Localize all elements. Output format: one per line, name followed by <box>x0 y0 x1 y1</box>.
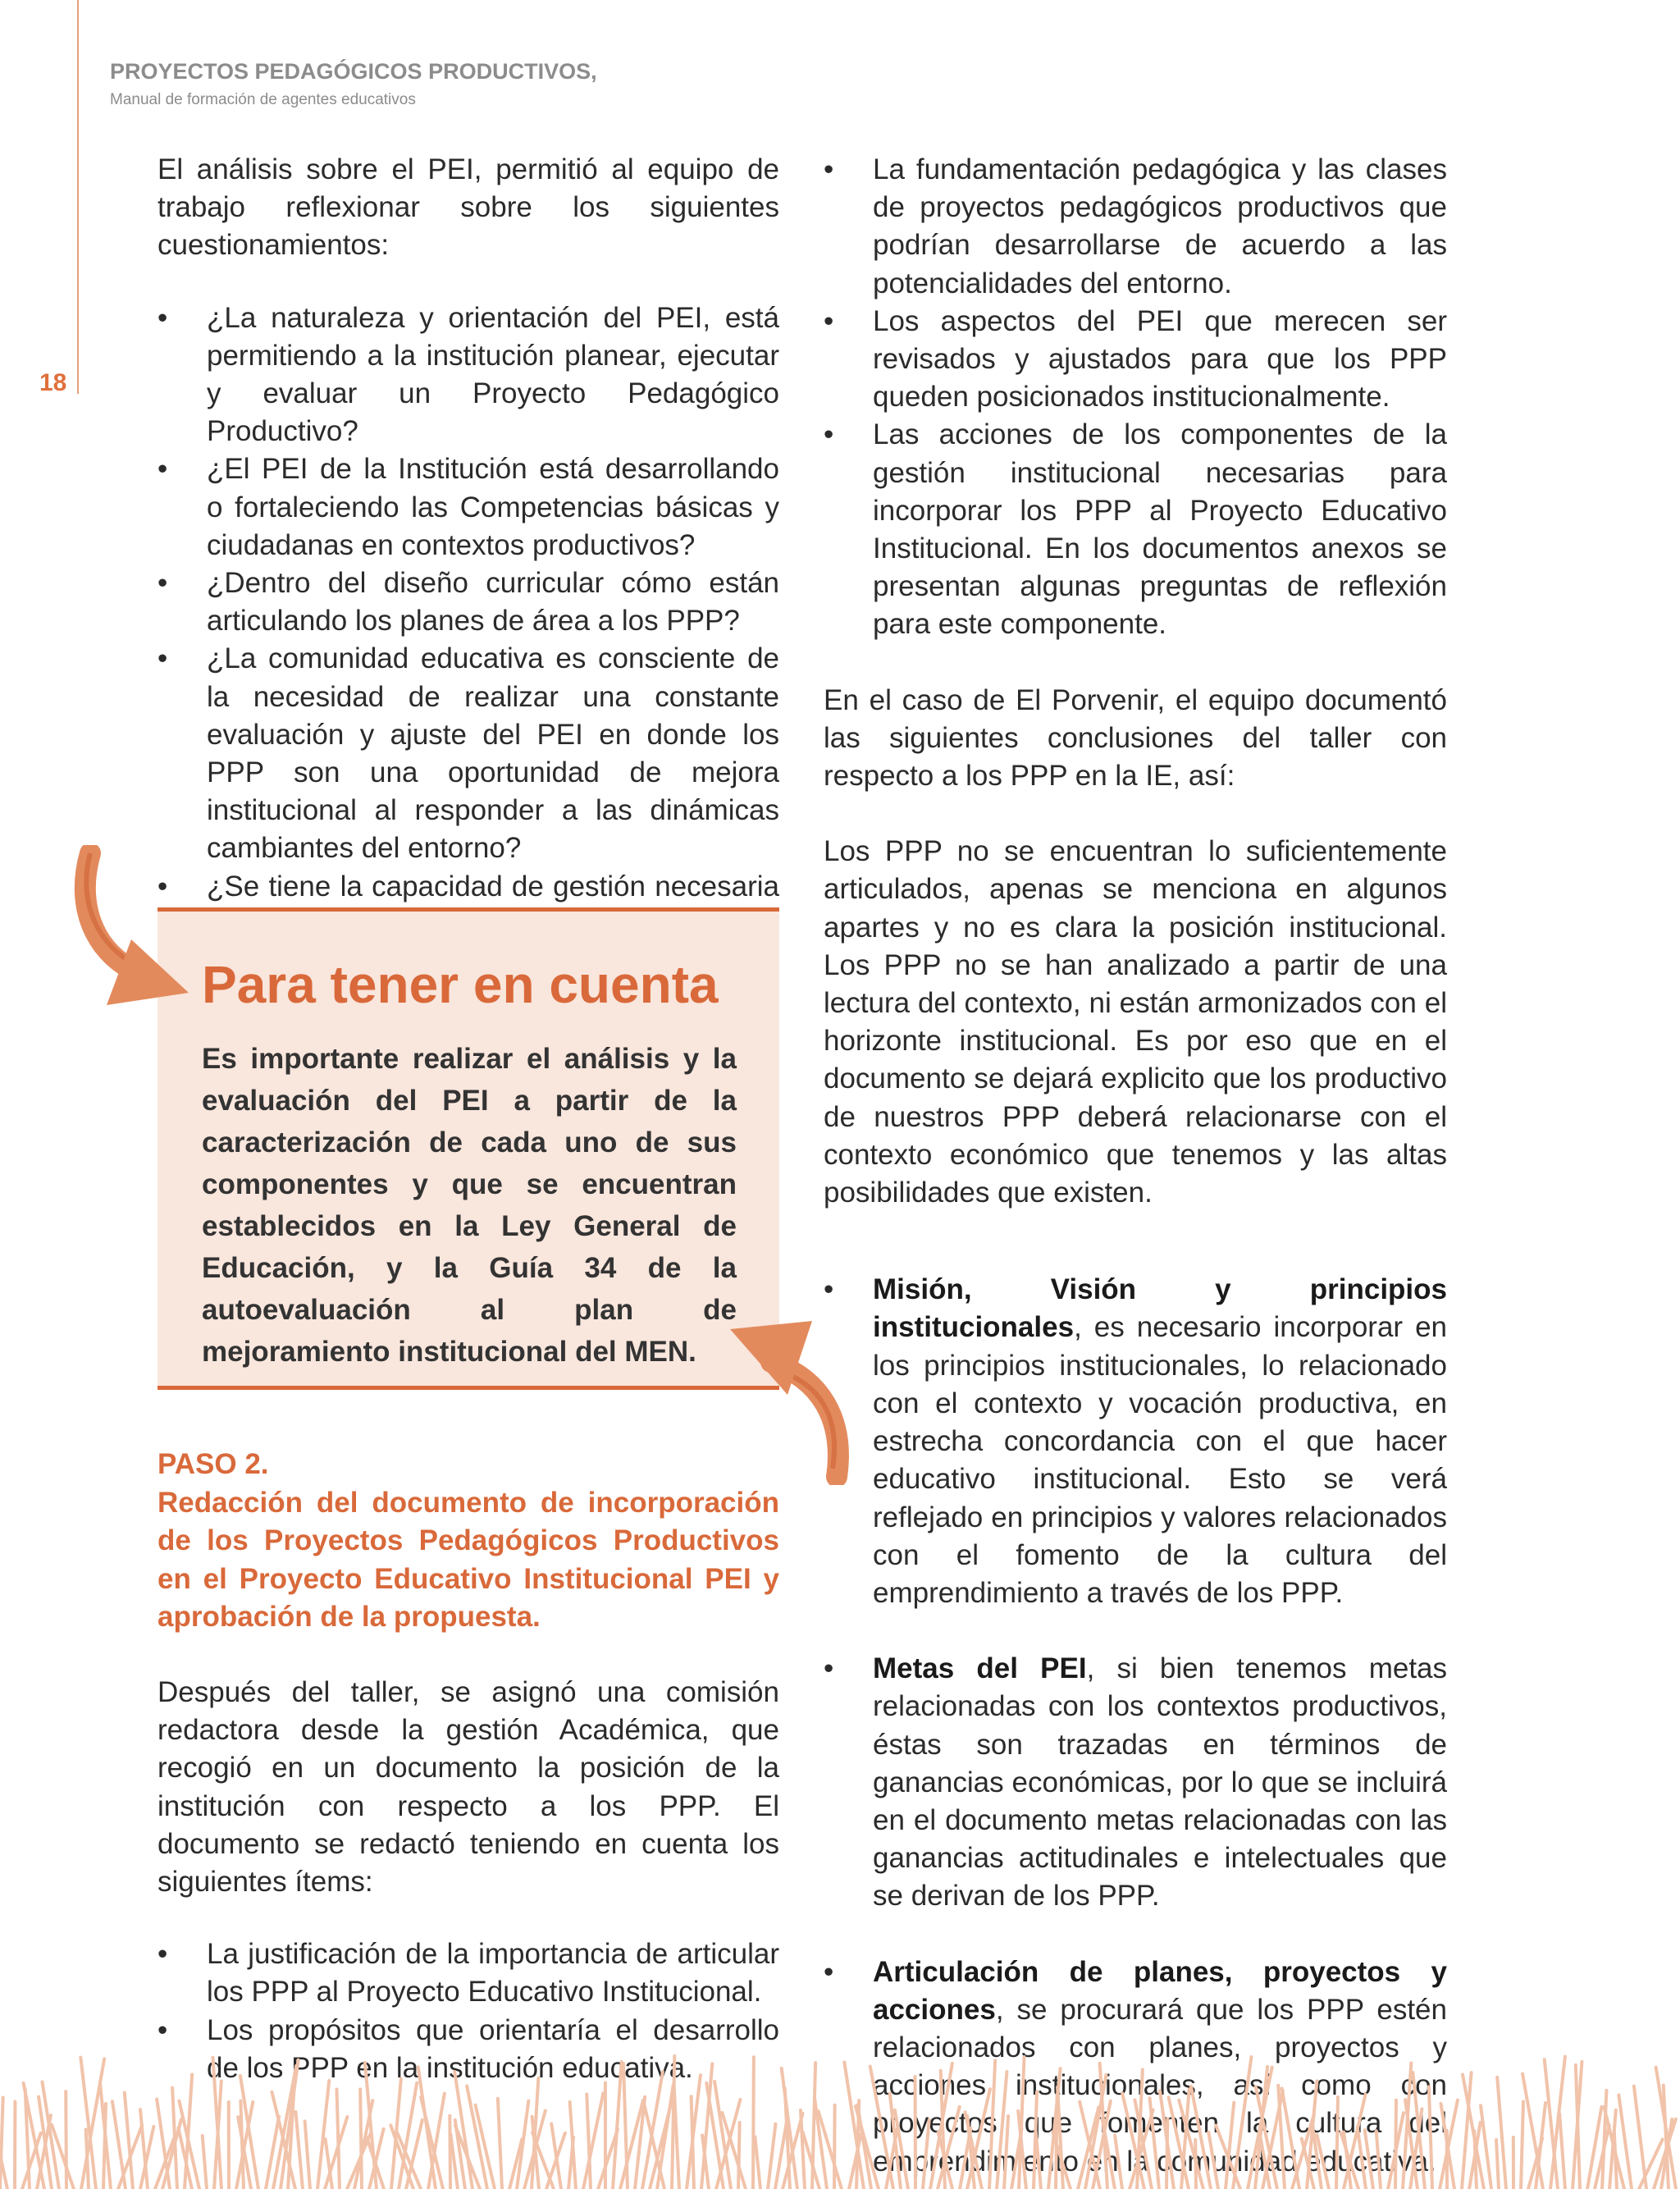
grass-blade <box>706 2083 724 2189</box>
grass-blade <box>834 2105 835 2189</box>
grass-blade <box>1150 2098 1159 2189</box>
grass-blade <box>1336 2097 1338 2189</box>
list-item: • ¿La comunidad educativa es consciente de la necesidad de realizar una constante evaluación y ajuste del PEI en donde los PPP son una oportunidad de mejora institucional al responder a las dinámicas cambiantes del entorno? <box>158 640 779 867</box>
grass-blade <box>1376 2131 1381 2189</box>
grass-blade <box>1057 2087 1063 2189</box>
grass-blade <box>498 2099 502 2189</box>
running-header-title: PROYECTOS PEDAGÓGICOS PRODUCTIVOS, <box>110 59 597 84</box>
grass-blade <box>551 2123 561 2189</box>
list-item: • ¿Dentro del diseño curricular cómo están articulando los planes de área a los PPP? <box>158 564 779 640</box>
body-paragraph: Los PPP no se encuentran lo suficientemente articulados, apenas se menciona en algunos apartes y no es clara la posición institucional. Los PPP no se han analizado a partir de una lectura del contexto, ni están armonizados con el horizonte institucional. Es por eso que en el documento se dejará explicito que los productivo de nuestros PPP deberá relacionarse con el contexto económico que tenemos y las altas posibilidades que existen. <box>824 835 1447 1209</box>
grass-blade <box>692 2096 694 2189</box>
grass-blade <box>1496 2140 1499 2189</box>
grass-blade <box>0 2098 3 2189</box>
list-item: • Los aspectos del PEI que merecen ser revisados y ajustados para que los PPP queden posicionados institucionalmente. <box>824 303 1447 417</box>
grass-blade <box>1115 2136 1122 2189</box>
grass-blade <box>1035 2129 1041 2189</box>
grass-blade <box>203 2136 207 2189</box>
grass-blade <box>738 2123 740 2189</box>
running-header-subtitle: Manual de formación de agentes educativos <box>110 91 416 108</box>
conclusion-list <box>824 1271 1447 2180</box>
grass-blade <box>1521 2101 1523 2189</box>
page-number: 18 <box>39 369 67 396</box>
grass-blade <box>1634 2086 1646 2189</box>
grass-blade <box>1191 2086 1211 2189</box>
grass-blade <box>360 2089 362 2189</box>
question-list <box>158 299 779 944</box>
grass-blade <box>1395 2100 1396 2189</box>
item-text: , se procurará que los PPP estén relacionados con planes, proyectos y acciones institucionales, así como con proyectos que fomenten la cultura del emprendimiento en la comunidad educativa. <box>873 1993 1447 2178</box>
list-item: • ¿El PEI de la Institución está desarrollando o fortaleciendo las Competencias básicas y ciudadanas en contextos productivos? <box>158 450 779 564</box>
item-lead: Misión, Visión y principios institucionales <box>873 1273 1447 1344</box>
grass-blade <box>336 2089 340 2189</box>
item-text: , es necesario incorporar en los principios institucionales, lo relacionado con el contexto y vocación productiva, en estrecha concordancia con el que hacer educativo institucional. Esto se verá reflejado en principios y valores relacionados con el fomento de la cultura del emprendimiento a través de los PPP. <box>873 1311 1447 1609</box>
callout-box <box>158 907 779 1390</box>
list-item: • Los propósitos que orientaría el desarrollo de los PPP en la institución educativa. <box>158 2012 779 2087</box>
grass-blade <box>923 2120 929 2189</box>
curved-arrow-icon <box>57 845 197 1009</box>
item-text: , si bien tenemos metas relacionadas con los contextos productivos, éstas son trazadas en términos de ganancias económicas, por lo que se incluirá en el documento metas relacionadas con las ganancias actitudinales e intelectuales que se derivan de los PPP. <box>873 1652 1448 1913</box>
grass-blade <box>125 2093 133 2189</box>
grass-blade <box>305 2121 310 2189</box>
list-item <box>824 1271 1447 1612</box>
grass-decoration <box>0 2050 1680 2189</box>
step-heading <box>158 1446 779 1637</box>
step-label: PASO 2. <box>158 1448 269 1480</box>
list-item: • La justificación de la importancia de articular los PPP al Proyecto Educativo Institucional. <box>158 1935 779 2011</box>
intro-paragraph: El análisis sobre el PEI, permitió al equipo de trabajo reflexionar sobre los siguientes cuestionamientos: <box>158 153 779 262</box>
grass-blade <box>1226 2103 1234 2189</box>
list-item <box>824 1650 1447 1915</box>
grass-blade <box>768 2124 775 2189</box>
left-column <box>158 151 779 944</box>
item-lead: Articulación de planes, proyectos y acciones <box>873 1955 1447 2026</box>
grass-blade <box>673 2084 679 2189</box>
callout-title: Para tener en cuenta <box>202 955 719 1014</box>
grass-blade <box>672 2056 674 2189</box>
list-item: • ¿Se tiene la capacidad de gestión necesaria <box>158 868 779 944</box>
callout-body: Es importante realizar el análisis y la evaluación del PEI a partir de la caracterización de cada uno de sus componentes y que se encuentran establecidos en la Ley General de Educación, y la Guía 34 de la autoevaluación al plan de mejoramiento institucional del MEN. <box>202 1043 737 1368</box>
grass-blade <box>295 2112 303 2189</box>
margin-rule <box>77 0 79 394</box>
grass-blade <box>1429 2086 1432 2189</box>
body-paragraph: Después del taller, se asignó una comisión redactora desde la gestión Académica, que recogió en un documento la posición de la institución con respecto a los PPP. El documento se redactó teniendo en cuenta los siguientes ítems: <box>158 1676 779 1899</box>
grass-blade <box>613 2062 622 2189</box>
body-paragraph: En el caso de El Porvenir, el equipo documentó las siguientes conclusiones del taller con respecto a los PPP en la IE, así: <box>824 683 1447 793</box>
left-column-lower <box>158 1674 779 2087</box>
grass-blade <box>1602 2091 1606 2189</box>
grass-blade <box>86 2129 89 2189</box>
list-item: • ¿La naturaleza y orientación del PEI, está permitiendo a la institución planear, ejecutar y evaluar un Proyecto Pedagógico Productivo? <box>158 299 779 451</box>
item-lead: Metas del PEI <box>873 1652 1087 1685</box>
right-column <box>824 151 1447 2181</box>
grass-blade <box>317 2081 329 2189</box>
grass-blade <box>1004 2116 1008 2189</box>
grass-blade <box>755 2136 760 2189</box>
grass-blade <box>753 2057 754 2189</box>
grass-blade <box>1559 2114 1565 2189</box>
grass-blade <box>266 2117 279 2189</box>
list-item: • Las acciones de los componentes de la gestión institucional necesarias para incorporar los PPP al Proyecto Educativo Institucional. En los documentos anexos se presentan algunas preguntas de reflexión para este componente. <box>824 416 1447 643</box>
grass-blade <box>112 2101 126 2189</box>
grass-blade <box>1233 2057 1251 2189</box>
grass-blade <box>801 2110 805 2189</box>
grass-blade <box>1587 2107 1601 2189</box>
item-list <box>824 151 1447 644</box>
grass-blade <box>989 2060 995 2189</box>
step-title: Redacción del documento de incorporación de los Proyectos Pedagógicos Productivos en el Proyecto Educativo Institucional PEI y aprobación de la propuesta. <box>158 1486 779 1633</box>
list-item: • La fundamentación pedagógica y las clases de proyectos pedagógicos productivos que podrían desarrollarse de acuerdo a las potencialidades del entorno. <box>824 151 1447 303</box>
